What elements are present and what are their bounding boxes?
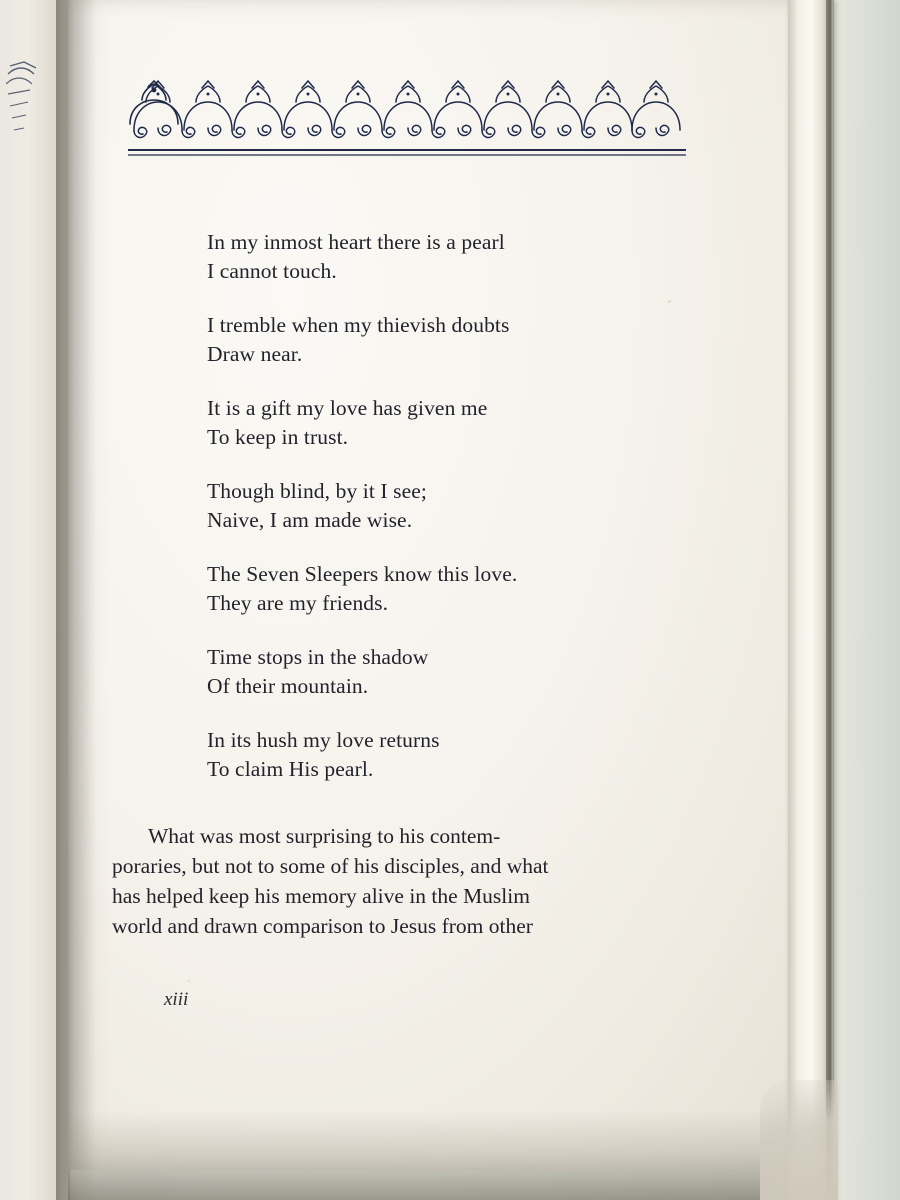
prose-paragraph <box>112 821 642 941</box>
poem-line: Draw near. <box>207 342 303 366</box>
poem-stanza <box>207 560 692 618</box>
poem-line: In my inmost heart there is a pearl <box>207 230 505 254</box>
prose-line: has helped keep his memory alive in the Muslim <box>112 884 530 908</box>
ornament-border <box>128 78 688 168</box>
poem-stanza <box>207 228 692 286</box>
page-bottom-shadow <box>68 1110 808 1200</box>
poem-line: Of their mountain. <box>207 674 369 698</box>
book-gutter-shadow <box>56 0 96 1200</box>
poem-line: They are my friends. <box>207 591 389 615</box>
prose-line: What was most surprising to his contem- <box>148 824 501 848</box>
arabesque-ornament-icon <box>128 78 688 168</box>
poem-line: I tremble when my thievish doubts <box>207 313 510 337</box>
poem-stanza <box>207 477 692 535</box>
poem-stanza <box>207 726 692 784</box>
book-cover-edge-line <box>826 0 833 1200</box>
poem-line: To keep in trust. <box>207 425 349 449</box>
book-cover-corner <box>760 1080 838 1200</box>
poem-line: To claim His pearl. <box>207 757 374 781</box>
poem-line: Though blind, by it I see; <box>207 479 427 503</box>
poem-line: Time stops in the shadow <box>207 645 429 669</box>
poem <box>207 228 692 784</box>
poem-line: It is a gift my love has given me <box>207 396 488 420</box>
page-number: xiii <box>164 989 189 1010</box>
poem-stanza <box>207 643 692 701</box>
poem-line: In its hush my love returns <box>207 728 440 752</box>
poem-line: The Seven Sleepers know this love. <box>207 562 518 586</box>
page-text-block <box>112 228 692 1011</box>
prose-line: poraries, but not to some of his disciples, and what <box>112 854 549 878</box>
poem-stanza <box>207 394 692 452</box>
prose-line: world and drawn comparison to Jesus from other <box>112 914 533 938</box>
facing-page-ornament-fragment <box>6 60 40 144</box>
poem-line: I cannot touch. <box>207 259 337 283</box>
poem-stanza <box>207 311 692 369</box>
poem-line: Naive, I am made wise. <box>207 508 413 532</box>
